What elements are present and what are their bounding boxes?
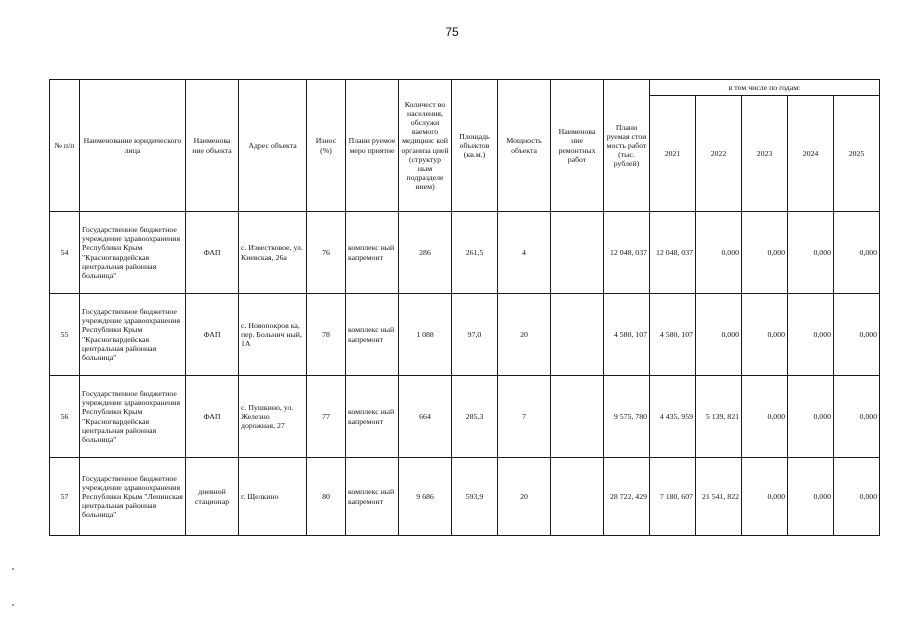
- cell-object-name: дневной стационар: [186, 458, 239, 536]
- header-area: Площадь объектов (кв.м.): [452, 80, 498, 212]
- cell-year-value: 0,000: [788, 294, 834, 376]
- cell-capacity: 20: [498, 294, 551, 376]
- cell-wear: 77: [307, 376, 346, 458]
- cell-population: 286: [399, 212, 452, 294]
- cell-area: 97,0: [452, 294, 498, 376]
- cell-year-value: 0,000: [834, 212, 880, 294]
- header-year: 2025: [834, 96, 880, 212]
- cell-cost: 28 722, 429: [604, 458, 650, 536]
- cell-repair-name: [551, 458, 604, 536]
- header-population: Количест во населения, обслужи ваемого медицинс кой организа цией (структур ным подразделе нием): [399, 80, 452, 212]
- cell-repair-name: [551, 376, 604, 458]
- header-wear: Износ (%): [307, 80, 346, 212]
- cell-population: 664: [399, 376, 452, 458]
- page-number: 75: [445, 25, 459, 39]
- cell-address: г. Щелкино: [239, 458, 307, 536]
- header-repair-name: Наименова ние ремонтных работ: [551, 80, 604, 212]
- header-org: Наименование юридического лица: [80, 80, 186, 212]
- cell-area: 285,3: [452, 376, 498, 458]
- cell-org: Государственное бюджетное учреждение здравоохранения Республики Крым "Ленинская центральная районная больница": [80, 458, 186, 536]
- cell-area: 261,5: [452, 212, 498, 294]
- cell-object-name: ФАП: [186, 212, 239, 294]
- cell-address: с. Новопокров ка, пер. Больнич ный, 1А: [239, 294, 307, 376]
- cell-year-value: 0,000: [742, 212, 788, 294]
- cell-address: с. Известковое, ул. Киевская, 26а: [239, 212, 307, 294]
- cell-wear: 78: [307, 294, 346, 376]
- header-capacity: Мощность объекта: [498, 80, 551, 212]
- cell-year-value: 0,000: [788, 376, 834, 458]
- cell-wear: 76: [307, 212, 346, 294]
- cell-repair-name: [551, 294, 604, 376]
- cell-population: 9 686: [399, 458, 452, 536]
- cell-measure: комплекс ный капремонт: [346, 458, 399, 536]
- cell-address: с. Пушкино, ул. Железно дорожная, 27: [239, 376, 307, 458]
- cell-year-value: 0,000: [742, 294, 788, 376]
- table-row: [50, 212, 880, 294]
- header-by-year: в том числе по годам:: [650, 80, 880, 96]
- cell-year-value: 0,000: [788, 212, 834, 294]
- cell-num: 54: [50, 212, 80, 294]
- cell-cost: 12 048, 037: [604, 212, 650, 294]
- cell-org: Государственное бюджетное учреждение здравоохранения Республики Крым "Красногвардейская центральная районная больница": [80, 294, 186, 376]
- header-address: Адрес объекта: [239, 80, 307, 212]
- cell-org: Государственное бюджетное учреждение здравоохранения Республики Крым "Красногвардейская центральная районная больница": [80, 376, 186, 458]
- cell-year-value: 7 180, 607: [650, 458, 696, 536]
- cell-year-value: 0,000: [834, 458, 880, 536]
- cell-year-value: 4 435, 959: [650, 376, 696, 458]
- header-year: 2022: [696, 96, 742, 212]
- cell-cost: 4 580, 107: [604, 294, 650, 376]
- header-cost: Плани руемая стои мость работ (тыс. рублей): [604, 80, 650, 212]
- cell-wear: 80: [307, 458, 346, 536]
- cell-year-value: 0,000: [696, 294, 742, 376]
- cell-org: Государственное бюджетное учреждение здравоохранения Республики Крым "Красногвардейская центральная районная больница": [80, 212, 186, 294]
- header-object-name: Наименова ние объекта: [186, 80, 239, 212]
- repair-plan-table: [49, 79, 880, 536]
- table-row: [50, 458, 880, 536]
- cell-capacity: 4: [498, 212, 551, 294]
- cell-year-value: 4 580, 107: [650, 294, 696, 376]
- cell-num: 56: [50, 376, 80, 458]
- cell-year-value: 0,000: [788, 458, 834, 536]
- header-year: 2024: [788, 96, 834, 212]
- cell-num: 55: [50, 294, 80, 376]
- cell-year-value: 21 541, 822: [696, 458, 742, 536]
- table-row: [50, 376, 880, 458]
- header-num: № п/п: [50, 80, 80, 212]
- scan-speck: [12, 604, 14, 606]
- cell-measure: комплекс ный капремонт: [346, 212, 399, 294]
- cell-year-value: 0,000: [834, 294, 880, 376]
- cell-capacity: 20: [498, 458, 551, 536]
- header-measure: Плани руемое меро приятие: [346, 80, 399, 212]
- scan-speck: [12, 568, 14, 570]
- table-row: [50, 294, 880, 376]
- cell-year-value: 12 048, 037: [650, 212, 696, 294]
- cell-area: 593,9: [452, 458, 498, 536]
- cell-object-name: ФАП: [186, 294, 239, 376]
- cell-population: 1 088: [399, 294, 452, 376]
- cell-cost: 9 575, 780: [604, 376, 650, 458]
- cell-capacity: 7: [498, 376, 551, 458]
- header-year: 2021: [650, 96, 696, 212]
- cell-year-value: 0,000: [742, 458, 788, 536]
- cell-measure: комплекс ный капремонт: [346, 376, 399, 458]
- cell-repair-name: [551, 212, 604, 294]
- cell-year-value: 0,000: [696, 212, 742, 294]
- cell-object-name: ФАП: [186, 376, 239, 458]
- cell-num: 57: [50, 458, 80, 536]
- cell-year-value: 0,000: [742, 376, 788, 458]
- cell-year-value: 0,000: [834, 376, 880, 458]
- header-year: 2023: [742, 96, 788, 212]
- cell-measure: комплекс ный капремонт: [346, 294, 399, 376]
- cell-year-value: 5 139, 821: [696, 376, 742, 458]
